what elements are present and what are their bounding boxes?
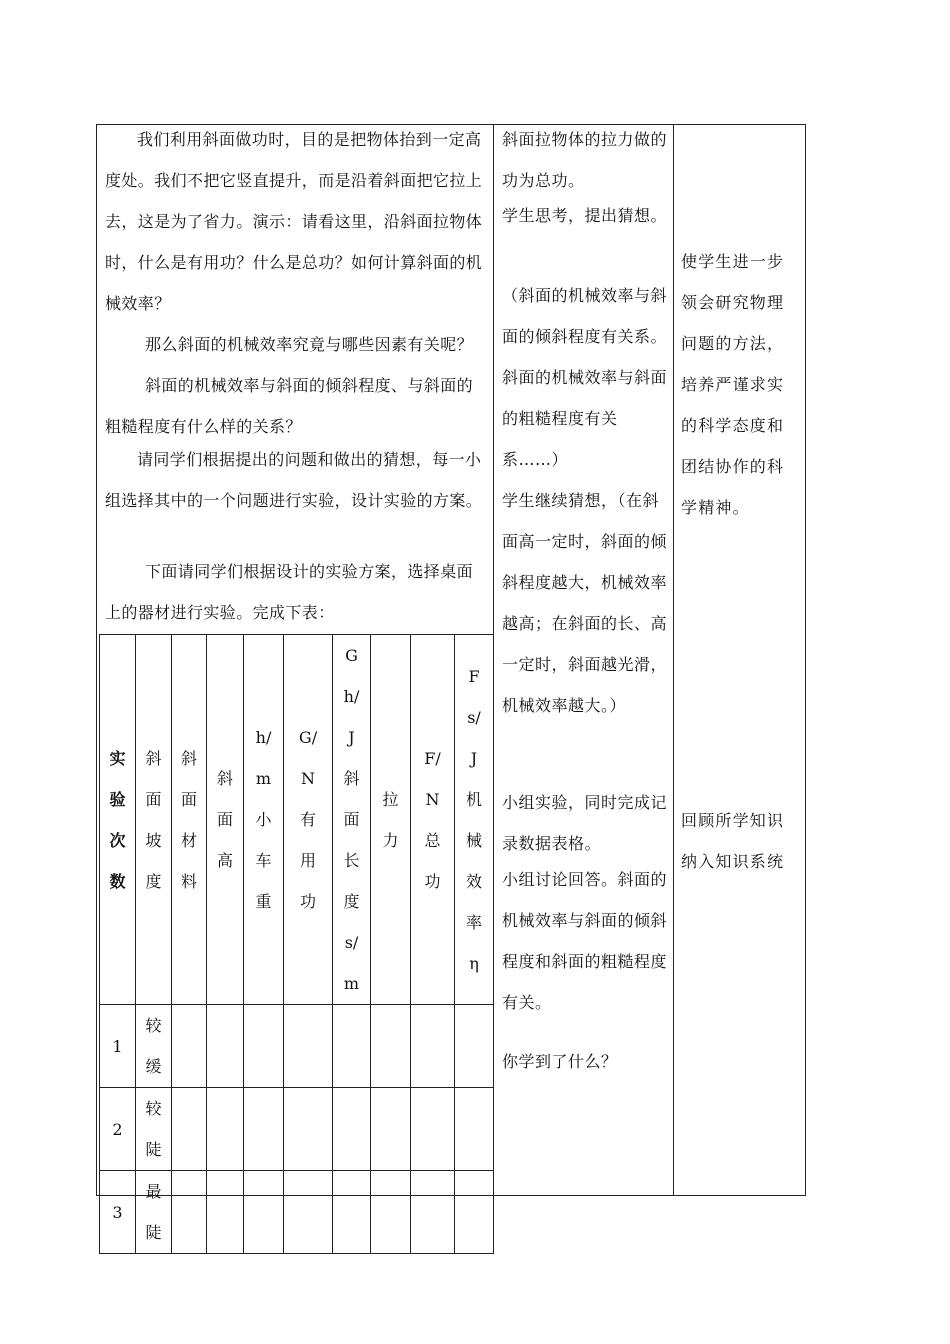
header-cell: 实验次数 (100, 635, 136, 1005)
header-cell: Gh/J斜面长度s/m (333, 635, 371, 1005)
header-cell: 斜面坡度 (136, 635, 172, 1005)
data-cell (455, 1005, 494, 1088)
data-cell (371, 1005, 411, 1088)
student-text-2: 学生思考，提出猜想。 (502, 206, 668, 225)
row-number: 3 (100, 1171, 136, 1254)
student-text-1: 斜面拉物体的拉力做的功为总功。 (502, 130, 668, 190)
data-cell (411, 1088, 455, 1171)
data-cell (244, 1171, 284, 1254)
data-cell (411, 1171, 455, 1254)
data-cell (411, 1005, 455, 1088)
student-text-6: 小组讨论回答。斜面的机械效率与斜面的倾斜程度和斜面的粗糙程度有关。 (502, 870, 668, 1012)
row-number: 1 (100, 1005, 136, 1088)
table-header-row (100, 635, 494, 1005)
table-row (100, 1088, 494, 1171)
data-cell (172, 1171, 207, 1254)
header-cell: F/N总功 (411, 635, 455, 1005)
data-cell (455, 1088, 494, 1171)
data-cell (207, 1088, 244, 1171)
data-cell (207, 1005, 244, 1088)
data-cell (284, 1005, 333, 1088)
data-cell (455, 1171, 494, 1254)
data-cell (172, 1005, 207, 1088)
row-number: 2 (100, 1088, 136, 1171)
paragraph-4: 请同学们根据提出的问题和做出的猜想，每一小组选择其中的一个问题进行实验，设计实验的方案。 (105, 450, 483, 510)
data-cell (284, 1171, 333, 1254)
row-slope: 最陡 (136, 1171, 172, 1254)
lesson-table (96, 124, 806, 1242)
paragraph-5: 下面请同学们根据设计的实验方案，选择桌面上的器材进行实验。完成下表： (105, 562, 474, 622)
experiment-table (99, 634, 494, 1254)
data-cell (207, 1171, 244, 1254)
row-slope: 较缓 (136, 1005, 172, 1088)
data-cell (333, 1088, 371, 1171)
student-text-7: 你学到了什么？ (502, 1052, 618, 1071)
intent-text-1: 使学生进一步领会研究物理问题的方法，培养严谨求实的科学态度和团结协作的科学精神。 (681, 252, 785, 517)
student-text-4: 学生继续猜想，（在斜面高一定时，斜面的倾斜程度越大，机械效率越高；在斜面的长、高一定时，斜面越光滑，机械效率越大。） (502, 491, 668, 715)
student-text-3: （斜面的机械效率与斜面的倾斜程度有关系。斜面的机械效率与斜面的粗糙程度有关系……） (502, 286, 668, 469)
data-cell (244, 1088, 284, 1171)
data-cell (371, 1171, 411, 1254)
data-cell (284, 1088, 333, 1171)
header-cell: 斜面材料 (172, 635, 207, 1005)
intent-text-2: 回顾所学知识纳入知识系统 (681, 811, 785, 871)
data-cell (333, 1171, 371, 1254)
table-row (100, 1171, 494, 1254)
header-cell: G/N有用功 (284, 635, 333, 1005)
header-cell: Fs/J机械效率η (455, 635, 494, 1005)
data-cell (172, 1088, 207, 1171)
paragraph-2: 那么斜面的机械效率究竟与哪些因素有关呢？ (145, 335, 474, 354)
row-slope: 较陡 (136, 1088, 172, 1171)
student-text-5: 小组实验，同时完成记录数据表格。 (502, 793, 668, 853)
data-cell (244, 1005, 284, 1088)
divider-2 (673, 125, 674, 1195)
header-cell: 斜面高 (207, 635, 244, 1005)
table-row (100, 1005, 494, 1088)
paragraph-1: 我们利用斜面做功时，目的是把物体抬到一定高度处。我们不把它竖直提升，而是沿着斜面把它拉上去，这是为了省力。演示：请看这里，沿斜面拉物体时，什么是有用功？什么是总功？如何计算斜面的机械效率？ (105, 130, 483, 313)
paragraph-3: 斜面的机械效率与斜面的倾斜程度、与斜面的粗糙程度有什么样的关系？ (105, 376, 474, 436)
header-cell: h/m小车重 (244, 635, 284, 1005)
data-cell (333, 1005, 371, 1088)
data-cell (371, 1088, 411, 1171)
header-cell: 拉力 (371, 635, 411, 1005)
